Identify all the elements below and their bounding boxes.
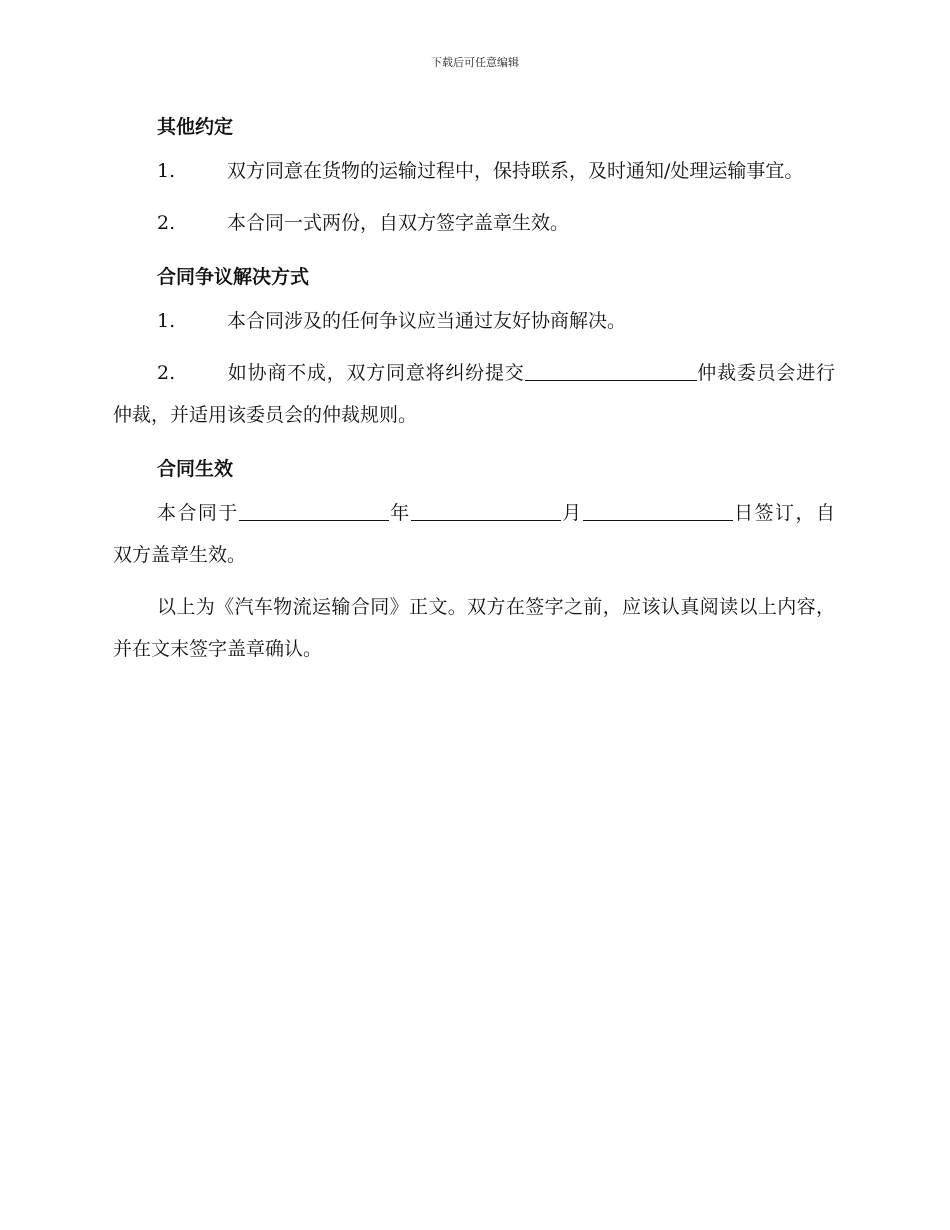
clause-number: 1. (157, 160, 176, 182)
closing-paragraph: 以上为《汽车物流运输合同》正文。双方在签字之前，应该认真阅读以上内容，并在文末签字盖章确认。 (113, 596, 835, 660)
clause-number: 1. (157, 310, 176, 332)
day-blank (583, 500, 733, 521)
clause-dispute-1 (113, 300, 835, 342)
clause-other-1 (113, 150, 835, 192)
clause-dispute-2 (113, 352, 835, 436)
effect-suffix: 日签订，自双方盖章生效。 (113, 502, 835, 566)
clause-text: 本合同涉及的任何争议应当通过友好协商解决。 (227, 310, 627, 332)
clause-number: 2. (157, 212, 176, 234)
year-label: 年 (388, 502, 411, 524)
clause-text: 如协商不成，双方同意将纠纷提交 (227, 362, 525, 384)
year-blank (239, 500, 389, 521)
month-blank (411, 500, 561, 521)
month-label: 月 (560, 502, 583, 524)
document-body (113, 104, 835, 680)
clause-text: 双方同意在货物的运输过程中，保持联系，及时通知/处理运输事宜。 (227, 160, 804, 182)
effect-prefix: 本合同于 (157, 502, 239, 524)
clause-number: 2. (157, 362, 176, 384)
page-header: 下载后可任意编辑 (431, 56, 519, 69)
effect-paragraph (113, 492, 835, 576)
clause-text: 仲裁委员会进行仲裁，并适用该委员会的仲裁规则。 (113, 362, 835, 426)
clause-text: 本合同一式两份，自双方签字盖章生效。 (227, 212, 570, 234)
section-heading-dispute: 合同争议解决方式 (157, 266, 310, 288)
section-heading-effect: 合同生效 (157, 458, 234, 480)
clause-other-2 (113, 202, 835, 244)
arbitration-committee-blank (525, 360, 697, 381)
section-heading-other: 其他约定 (157, 116, 234, 138)
